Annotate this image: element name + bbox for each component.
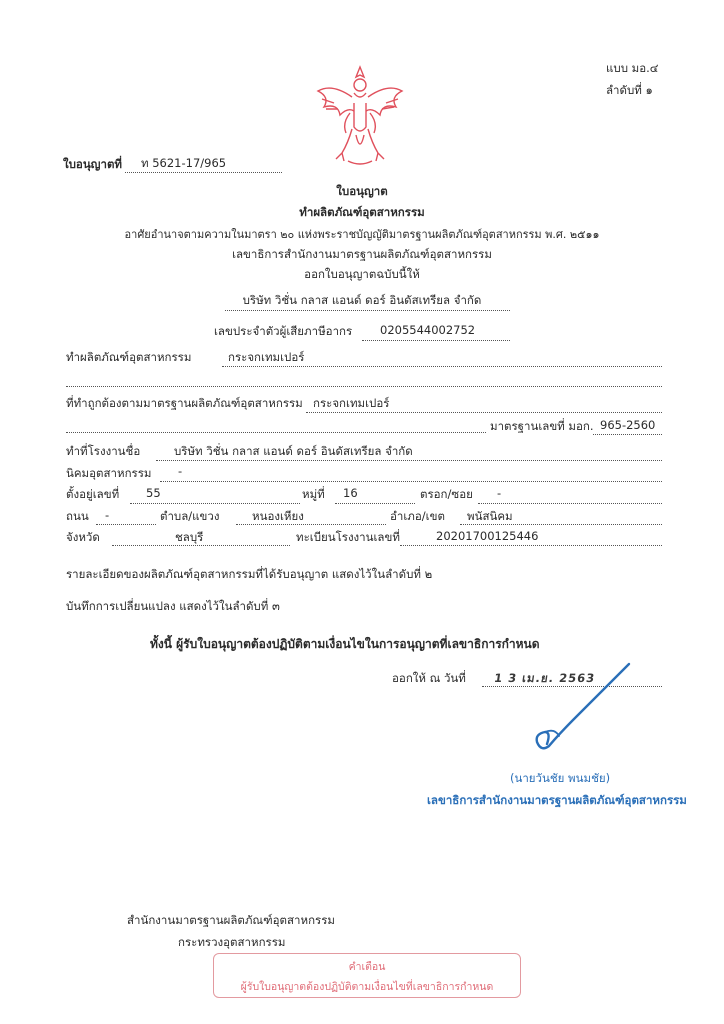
factory-reg-value: 20201700125446	[436, 529, 539, 543]
secretary-line: เลขาธิการสำนักงานมาตรฐานผลิตภัณฑ์อุตสาหกรรม	[232, 247, 492, 261]
authority-line: อาศัยอำนาจตามความในมาตรา ๒๐ แห่งพระราชบัญญัติมาตรฐานผลิตภัณฑ์อุตสาหกรรม พ.ศ. ๒๕๑๑	[124, 228, 600, 241]
tax-value: 0205544002752	[380, 323, 476, 337]
dotted-line	[156, 460, 662, 461]
standard-label: ที่ทำถูกต้องตามมาตรฐานผลิตภัณฑ์อุตสาหกรรม	[66, 396, 303, 410]
address-label: ตั้งอยู่เลขที่	[66, 487, 120, 501]
footer-office: สำนักงานมาตรฐานผลิตภัณฑ์อุตสาหกรรม	[127, 913, 335, 927]
standard-no-value: 965-2560	[600, 418, 656, 432]
dotted-line	[112, 545, 290, 546]
factory-name-value: บริษัท วิชั่น กลาส แอนด์ ดอร์ อินดัสเทรียล จำกัด	[174, 444, 413, 458]
footer-ministry: กระทรวงอุตสาหกรรม	[178, 935, 286, 949]
dotted-line	[478, 503, 662, 504]
district-value: พนัสนิคม	[467, 509, 513, 523]
warning-stamp	[213, 953, 521, 998]
dotted-line	[225, 310, 510, 311]
moo-value: 16	[343, 486, 358, 500]
signer-title: เลขาธิการสำนักงานมาตรฐานผลิตภัณฑ์อุตสาหกรรม	[427, 793, 687, 807]
soi-label: ตรอก/ซอย	[420, 487, 473, 501]
district-label: อำเภอ/เขต	[390, 509, 445, 523]
estate-label: นิคมอุตสาหกรรม	[66, 466, 152, 480]
company-name: บริษัท วิชั่น กลาส แอนด์ ดอร์ อินดัสเทรียล จำกัด	[242, 293, 482, 307]
doc-subtitle: ทำผลิตภัณฑ์อุตสาหกรรม	[299, 205, 425, 219]
dotted-line	[222, 366, 662, 367]
estate-value: -	[178, 464, 183, 478]
changes-note: บันทึกการเปลี่ยนแปลง แสดงไว้ในลำดับที่ ๓	[66, 599, 280, 613]
road-value: -	[105, 508, 110, 522]
address-value: 55	[146, 486, 161, 500]
dotted-line	[125, 172, 282, 173]
dotted-line	[236, 524, 386, 525]
dotted-line	[160, 481, 662, 482]
dotted-line	[66, 386, 662, 387]
dotted-line	[593, 434, 662, 435]
tax-label: เลขประจำตัวผู้เสียภาษีอากร	[214, 324, 353, 338]
road-label: ถนน	[66, 509, 89, 523]
issue-date-label: ออกให้ ณ วันที่	[392, 671, 466, 685]
issued-to-line: ออกใบอนุญาตฉบับนี้ให้	[304, 267, 420, 281]
warning-text: ผู้รับใบอนุญาตต้องปฏิบัติตามเงื่อนไขที่เลขาธิการกำหนด	[240, 981, 494, 993]
product-label: ทำผลิตภัณฑ์อุตสาหกรรม	[66, 350, 192, 364]
garuda-emblem	[312, 63, 408, 167]
signature	[515, 658, 635, 758]
factory-name-label: ทำที่โรงงานชื่อ	[66, 444, 141, 458]
license-no-value: ท 5621-17/965	[141, 156, 227, 170]
subdistrict-value: หนองเหียง	[252, 509, 304, 523]
condition-note: ทั้งนี้ ผู้รับใบอนุญาตต้องปฏิบัติตามเงื่อนไขในการอนุญาตที่เลขาธิการกำหนด	[150, 637, 540, 651]
dotted-line	[400, 545, 662, 546]
dotted-line	[306, 412, 662, 413]
issue-date-stamp: 1 3 เม.ย. 2563	[493, 671, 597, 685]
dotted-line	[130, 503, 300, 504]
subdistrict-label: ตำบล/แขวง	[160, 509, 220, 523]
dotted-line	[335, 503, 415, 504]
license-no-label: ใบอนุญาตที่	[63, 157, 122, 171]
dotted-line	[66, 432, 486, 433]
standard-value: กระจกเทมเปอร์	[313, 396, 390, 410]
soi-value: -	[497, 486, 502, 500]
province-label: จังหวัด	[66, 530, 100, 544]
warning-title: คำเตือน	[348, 961, 386, 973]
dotted-line	[362, 340, 510, 341]
doc-title: ใบอนุญาต	[336, 184, 388, 198]
dotted-line	[460, 524, 662, 525]
form-code: แบบ มอ.๔	[606, 61, 659, 75]
details-note: รายละเอียดของผลิตภัณฑ์อุตสาหกรรมที่ได้รับอนุญาต แสดงไว้ในลำดับที่ ๒	[66, 567, 433, 581]
product-value: กระจกเทมเปอร์	[228, 350, 305, 364]
province-value: ชลบุรี	[175, 530, 204, 544]
dotted-line	[96, 524, 156, 525]
signer-name: (นายวันชัย พนมชัย)	[510, 771, 611, 785]
order-number: ลำดับที่ ๑	[606, 83, 653, 97]
factory-reg-label: ทะเบียนโรงงานเลขที่	[296, 530, 400, 544]
standard-no-label: มาตรฐานเลขที่ มอก.	[490, 419, 594, 433]
moo-label: หมู่ที่	[302, 487, 325, 501]
